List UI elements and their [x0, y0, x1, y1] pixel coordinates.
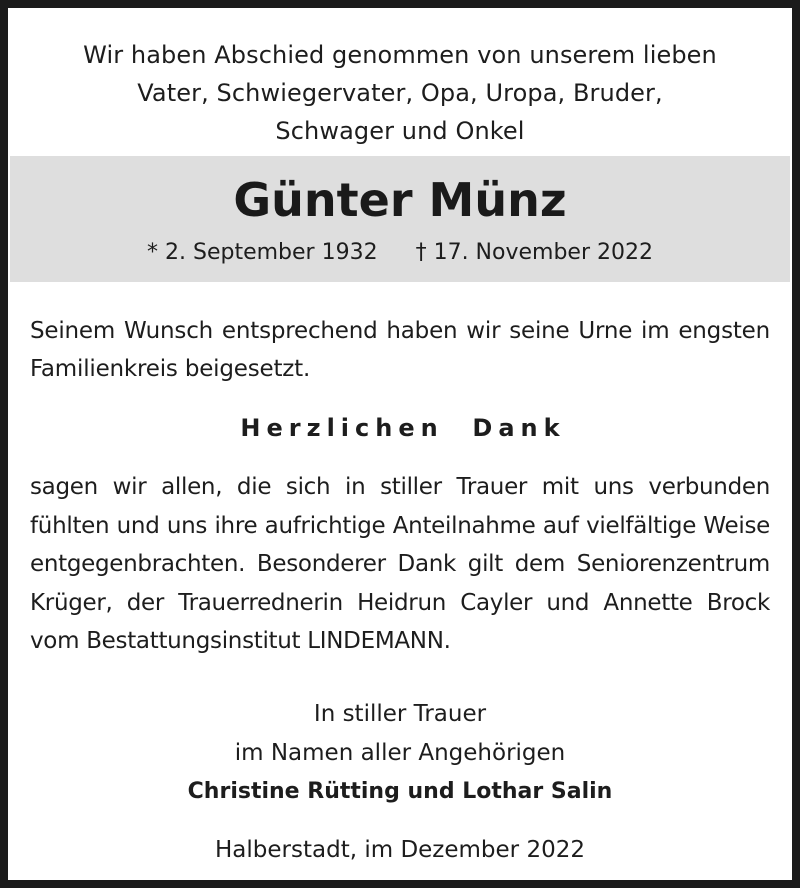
closing-line-2: im Namen aller Angehörigen: [234, 740, 566, 766]
thanks-paragraph: sagen wir allen, die sich in stiller Trauer mit uns verbunden fühlten und uns ihre aufrichtige Anteilnahme auf vielfältige Weise entgegenbrachten. Besonderer Dank gilt dem Seniorenzentrum Krüger, der Trauerrednerin Heidrun Cayler und Annette Brock vom Bestattungsinstitut LINDEMANN.: [30, 474, 770, 655]
birth-date: * 2. September 1932: [147, 240, 378, 265]
intro-line-1: Wir haben Abschied genommen von unserem lieben: [83, 41, 717, 69]
death-date: † 17. November 2022: [415, 240, 653, 265]
closing-line-1: In stiller Trauer: [313, 701, 487, 727]
name-band: [10, 156, 790, 282]
life-dates: [10, 238, 790, 268]
closing-lines: [8, 695, 792, 773]
signatories: Christine Rütting und Lothar Salin: [187, 779, 613, 804]
thanks-heading: Herzlichen Dank: [240, 414, 566, 442]
intro-line-2: Vater, Schwiegervater, Opa, Uropa, Bruder,: [137, 79, 663, 107]
burial-paragraph: Seinem Wunsch entsprechend haben wir seine Urne im engsten Familienkreis beigesetzt.: [30, 318, 770, 382]
place-and-date: Halberstadt, im Dezember 2022: [215, 837, 585, 863]
intro-text: [8, 36, 792, 150]
deceased-name: Günter Münz: [233, 173, 567, 227]
intro-line-3: Schwager und Onkel: [275, 117, 525, 145]
